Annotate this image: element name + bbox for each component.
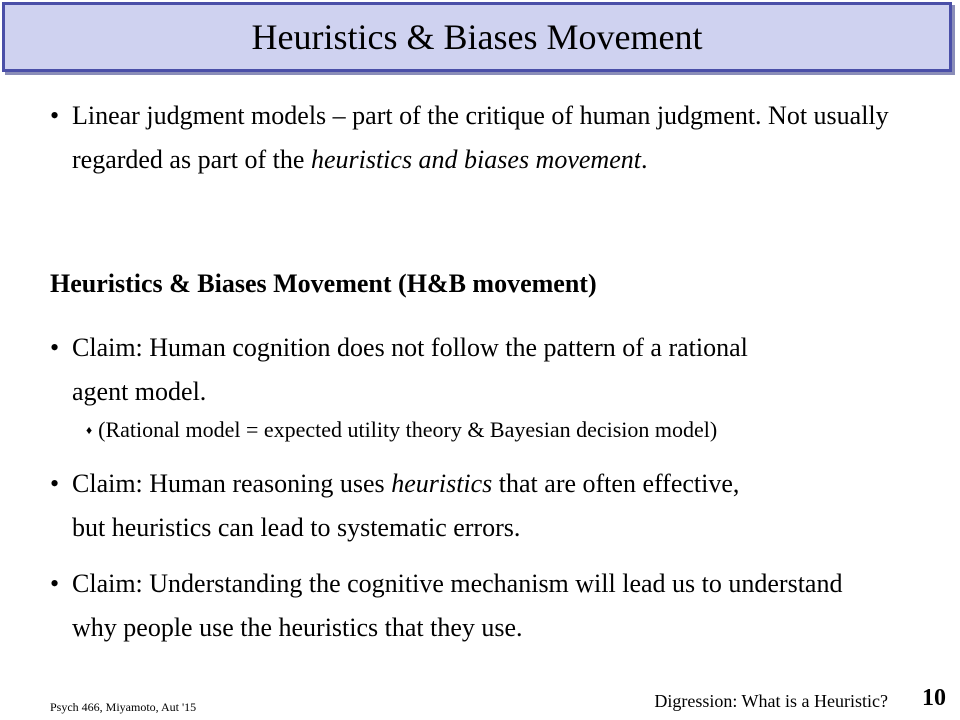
page-number: 10	[922, 685, 946, 711]
bullet-text: Claim: Human cognition does not follow the pattern of a rational agent model.	[72, 333, 748, 406]
bullet-text: Linear judgment models – part of the critique of human judgment. Not usually regarded as part of the heuristics and biases movement.	[72, 101, 889, 174]
footer-link[interactable]: Digression: What is a Heuristic?	[654, 691, 888, 711]
section-heading: Heuristics & Biases Movement (H&B movement)	[50, 269, 597, 298]
bullet-dot: •	[50, 469, 60, 498]
bullet-linear-models	[50, 94, 930, 182]
bullet-text: Claim: Human reasoning uses heuristics that are often effective, but heuristics can lead to systematic errors.	[72, 469, 740, 542]
sub-bullet-text: (Rational model = expected utility theory & Bayesian decision model)	[98, 417, 718, 442]
bullet-claim-mechanism	[50, 562, 850, 650]
bullet-dot: •	[50, 333, 60, 362]
bullet-claim-rational	[50, 326, 770, 414]
sub-bullet-rational-model	[86, 412, 717, 448]
footer-course: Psych 466, Miyamoto, Aut '15	[50, 700, 197, 714]
bullet-claim-heuristics	[50, 462, 770, 550]
bullet-text: Claim: Understanding the cognitive mechanism will lead us to understand why people use the heuristics that they use.	[72, 569, 843, 642]
bullet-dot: •	[50, 569, 60, 598]
title-bar	[2, 2, 952, 72]
slide-title: Heuristics & Biases Movement	[251, 17, 703, 57]
diamond-bullet-icon: ♦	[86, 423, 93, 437]
bullet-dot: •	[50, 101, 60, 130]
